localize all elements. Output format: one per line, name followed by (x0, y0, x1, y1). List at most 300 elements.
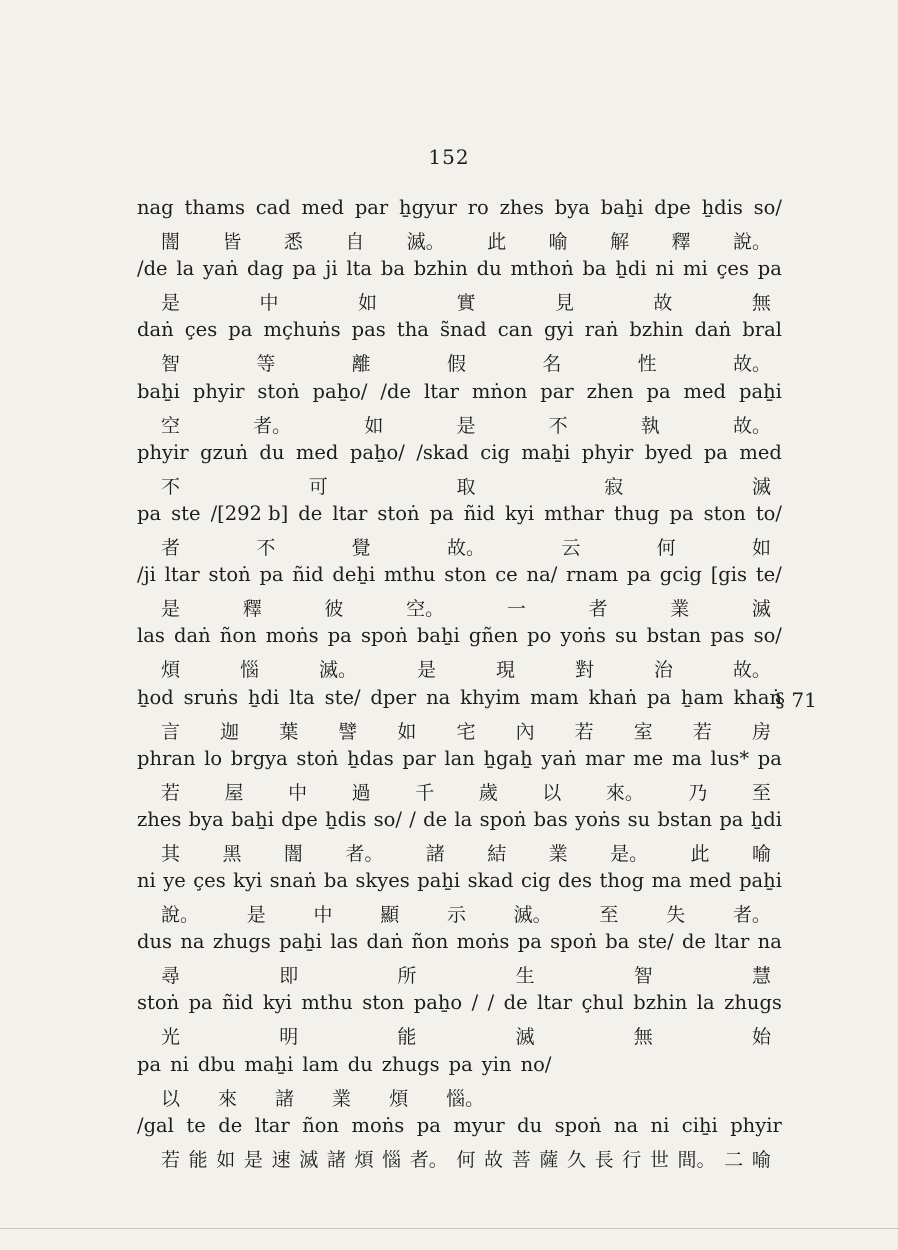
chinese-character: 乃 (688, 781, 708, 804)
chinese-character: 屋 (224, 781, 244, 804)
tibetan-word: stoṅ (257, 379, 300, 403)
tibetan-word: ẖdas (347, 746, 394, 770)
chinese-line (161, 961, 771, 991)
chinese-character: 故。 (732, 353, 771, 376)
chinese-character: 世 (649, 1148, 669, 1171)
chinese-character: 是 (416, 659, 436, 682)
tibetan-word: la (176, 257, 195, 281)
chinese-character: 喻 (751, 842, 771, 865)
tibetan-word: las (330, 930, 359, 954)
chinese-character: 諸 (326, 1148, 346, 1171)
tibetan-transliteration-line (137, 624, 782, 654)
tibetan-word: na (613, 1113, 639, 1137)
tibetan-word: /gal (137, 1113, 174, 1137)
chinese-character: 說。 (732, 231, 771, 253)
tibetan-word: khyim (460, 685, 521, 709)
tibetan-word: mam (530, 685, 579, 709)
tibetan-word: snaṅ (269, 869, 317, 893)
chinese-character: 能 (397, 1026, 417, 1049)
chinese-character: 室 (633, 720, 653, 743)
chinese-character: 若 (161, 781, 181, 804)
chinese-character: 業 (332, 1087, 352, 1110)
chinese-character: 薩 (539, 1148, 559, 1171)
tibetan-word: baẖi (231, 807, 274, 831)
chinese-character: 中 (288, 781, 308, 804)
tibetan-word: daṅ (137, 318, 174, 342)
tibetan-word: ste/ (637, 930, 674, 954)
tibetan-word: lus* (710, 746, 750, 770)
tibetan-word: pa (757, 746, 782, 770)
tibetan-word: ma (671, 746, 702, 770)
tibetan-word: kyi (262, 991, 292, 1015)
chinese-character: 滅 (751, 598, 771, 621)
tibetan-word: kyi (233, 869, 263, 893)
tibetan-word: des (558, 869, 593, 893)
tibetan-word: dbu (197, 1052, 236, 1076)
chinese-character: 對 (574, 659, 594, 682)
tibetan-word: pa (292, 257, 317, 281)
chinese-character: 說。 (161, 904, 200, 927)
tibetan-word: par (402, 746, 436, 770)
tibetan-transliteration-line (137, 747, 782, 777)
chinese-character: 智 (633, 965, 653, 988)
tibetan-word: dper (370, 685, 417, 709)
chinese-character: 黑 (222, 842, 242, 865)
tibetan-word: dpe (281, 807, 318, 831)
tibetan-word: myur (453, 1113, 505, 1137)
chinese-character: 實 (456, 292, 476, 315)
tibetan-word: ciẖi (681, 1113, 718, 1137)
tibetan-word: yaṅ (203, 257, 239, 281)
tibetan-word: par (354, 196, 389, 219)
chinese-character: 滅。 (513, 904, 552, 927)
tibetan-word: las (137, 624, 165, 648)
tibetan-word: paẖo/ (312, 379, 368, 403)
tibetan-transliteration-line (137, 869, 782, 899)
chinese-character: 即 (279, 965, 299, 988)
tibetan-word: lta (289, 685, 315, 709)
chinese-character: 喻 (548, 231, 568, 253)
page-number: 152 (428, 145, 470, 169)
line-pair (137, 380, 782, 441)
chinese-character: 煩 (389, 1087, 409, 1110)
tibetan-word: sruṅs (183, 685, 239, 709)
chinese-character: 光 (161, 1026, 181, 1049)
tibetan-word: thog (599, 869, 645, 893)
tibetan-word: to/ (755, 501, 782, 525)
tibetan-word: baẖi (137, 379, 180, 403)
tibetan-word: ni (650, 1113, 670, 1137)
chinese-character: 智 (161, 353, 181, 376)
tibetan-word: la (454, 807, 473, 831)
chinese-character: 煩 (161, 659, 181, 682)
chinese-line (161, 839, 771, 869)
tibetan-word: ẖgyur (399, 196, 457, 219)
tibetan-word: baẖi (600, 196, 644, 219)
chinese-character: 一 (506, 598, 526, 621)
tibetan-word: zhugs (724, 991, 782, 1015)
tibetan-word: bya (554, 196, 590, 219)
tibetan-word: pa (327, 624, 352, 648)
tibetan-word: de (298, 501, 323, 525)
chinese-character: 來。 (605, 781, 644, 804)
tibetan-word: mçhuṅs (263, 318, 341, 342)
chinese-character: 取 (456, 475, 476, 498)
tibetan-word: çes (716, 257, 749, 281)
chinese-character: 者。 (732, 904, 771, 927)
line-pair (137, 441, 782, 502)
chinese-line (161, 655, 771, 685)
tibetan-word: pa (137, 1052, 162, 1076)
tibetan-word: ẖam (680, 685, 724, 709)
tibetan-word: phyir (581, 440, 634, 464)
tibetan-word: ẖdis (701, 196, 743, 219)
line-pair (137, 502, 782, 563)
chinese-character: 長 (594, 1148, 614, 1171)
chinese-character: 若 (574, 720, 594, 743)
chinese-character: 此 (487, 231, 507, 253)
chinese-character: 言 (161, 720, 181, 743)
tibetan-word: ce (495, 563, 518, 587)
tibetan-word: lo (204, 746, 223, 770)
tibetan-word: pa (646, 685, 672, 709)
tibetan-word: /de (137, 257, 168, 281)
tibetan-word: zhugs (381, 1052, 440, 1076)
tibetan-word: med (739, 440, 782, 464)
tibetan-word: brgya (230, 746, 288, 770)
tibetan-word: la (696, 991, 715, 1015)
chinese-character: 者。 (253, 414, 292, 437)
tibetan-word: maẖi (521, 440, 571, 464)
tibetan-transliteration-line (137, 1053, 782, 1083)
tibetan-word: pa (517, 930, 542, 954)
chinese-character: 者 (588, 598, 608, 621)
chinese-character: 若 (692, 720, 712, 743)
tibetan-word: kyi (505, 501, 535, 525)
chinese-character: 譬 (338, 720, 358, 743)
tibetan-word: na/ (526, 563, 558, 587)
tibetan-word: pa (429, 501, 454, 525)
chinese-character: 始 (751, 1026, 771, 1049)
chinese-character: 惱。 (446, 1087, 485, 1110)
tibetan-word: me (633, 746, 664, 770)
chinese-character: 不 (161, 475, 181, 498)
tibetan-word: ston (444, 563, 487, 587)
tibetan-word: /ji (137, 563, 156, 587)
tibetan-word: lan (444, 746, 475, 770)
tibetan-word: deẖi (332, 563, 376, 587)
page-edge-line (0, 1228, 898, 1229)
section-marker: § 71 (775, 688, 817, 712)
chinese-character: 所 (397, 965, 417, 988)
chinese-character: 能 (188, 1148, 208, 1171)
line-pair (137, 991, 782, 1052)
tibetan-word: su (614, 624, 638, 648)
line-pair (137, 869, 782, 930)
chinese-character: 性 (637, 353, 657, 376)
tibetan-word: ltar (164, 563, 200, 587)
tibetan-word: spoṅ (360, 624, 408, 648)
tibetan-word: cad (255, 196, 291, 219)
chinese-character: 滅 (515, 1026, 535, 1049)
tibetan-word: ltar (254, 1113, 290, 1137)
tibetan-word: /[292 b] (210, 501, 289, 525)
tibetan-word: /skad (416, 440, 469, 464)
tibetan-word: pa (626, 563, 651, 587)
chinese-line (161, 1145, 771, 1175)
tibetan-word: ñid (222, 991, 254, 1015)
tibetan-word: ba (323, 869, 348, 893)
line-pair (137, 563, 782, 624)
chinese-character: 不 (548, 414, 568, 437)
tibetan-word: de (681, 930, 706, 954)
tibetan-transliteration-line (137, 502, 782, 532)
tibetan-word: bstan (646, 624, 702, 648)
tibetan-word: ba (582, 257, 607, 281)
chinese-character: 示 (446, 904, 466, 927)
chinese-character: 可 (308, 475, 328, 498)
chinese-character: 來 (218, 1087, 238, 1110)
chinese-character: 是 (246, 904, 266, 927)
chinese-character: 煩 (354, 1148, 374, 1171)
chinese-character: 不 (256, 536, 276, 559)
line-pair (137, 1053, 782, 1114)
tibetan-word: ltar (332, 501, 368, 525)
tibetan-word: ni (137, 869, 156, 893)
chinese-character: 是 (161, 292, 181, 315)
tibetan-word: ma (651, 869, 682, 893)
chinese-character: 其 (161, 842, 181, 865)
tibetan-word: zhugs (212, 930, 271, 954)
tibetan-transliteration-line (137, 991, 782, 1021)
tibetan-word: moṅs (351, 1113, 405, 1137)
tibetan-word: ẖdi (615, 257, 647, 281)
tibetan-transliteration-line (137, 930, 782, 960)
tibetan-word: / (409, 807, 416, 831)
tibetan-word: so/ (753, 624, 782, 648)
tibetan-word: spoṅ (479, 807, 527, 831)
tibetan-word: / (487, 991, 495, 1015)
tibetan-word: mar (585, 746, 625, 770)
tibetan-word: spoṅ (554, 1113, 602, 1137)
chinese-character: 離 (351, 353, 371, 376)
tibetan-word: phran (137, 746, 196, 770)
tibetan-word: yaṅ (541, 746, 577, 770)
tibetan-word: ro (467, 196, 489, 219)
chinese-character: 是 (243, 1148, 263, 1171)
chinese-character: 迦 (220, 720, 240, 743)
chinese-character: 故 (484, 1148, 504, 1171)
line-pair (137, 196, 782, 257)
chinese-character: 是 (161, 598, 181, 621)
tibetan-word: ẖgaẖ (483, 746, 533, 770)
tibetan-word: mthu (301, 991, 353, 1015)
tibetan-word: / (471, 991, 479, 1015)
tibetan-word: rnam (566, 563, 619, 587)
tibetan-word: moṅs (456, 930, 510, 954)
tibetan-word: med (683, 379, 727, 403)
tibetan-word: paẖi (279, 930, 322, 954)
chinese-line (161, 288, 771, 318)
chinese-character: 慧 (751, 965, 771, 988)
chinese-character: 見 (554, 292, 574, 315)
tibetan-transliteration-line (137, 441, 782, 471)
chinese-character: 如 (216, 1148, 236, 1171)
tibetan-word: yoṅs (575, 807, 621, 831)
tibetan-word: daṅ (694, 318, 732, 342)
tibetan-transliteration-line (137, 196, 782, 226)
tibetan-word: par (540, 379, 574, 403)
tibetan-word: dpe (654, 196, 691, 219)
tibetan-word: thams (184, 196, 245, 219)
chinese-character: 覺 (351, 536, 371, 559)
chinese-character: 速 (271, 1148, 291, 1171)
tibetan-word: ltar (423, 379, 459, 403)
chinese-character: 失 (666, 904, 686, 927)
line-pair (137, 930, 782, 991)
tibetan-word: ste/ (324, 685, 361, 709)
chinese-character: 如 (751, 536, 771, 559)
chinese-character: 中 (259, 292, 279, 315)
tibetan-word: de (423, 807, 448, 831)
chinese-line (161, 411, 771, 441)
chinese-character: 皆 (222, 231, 242, 253)
tibetan-word: phyir (730, 1113, 782, 1137)
tibetan-word: pas (710, 624, 745, 648)
tibetan-word: te (186, 1113, 206, 1137)
chinese-character: 內 (515, 720, 535, 743)
tibetan-word: bral (742, 318, 782, 342)
tibetan-word: pa (188, 991, 213, 1015)
tibetan-word: mthoṅ (510, 257, 574, 281)
tibetan-word: gcig (659, 563, 702, 587)
chinese-character: 闇 (283, 842, 303, 865)
tibetan-word: lam (302, 1052, 339, 1076)
chinese-character: 明 (279, 1026, 299, 1049)
tibetan-word: dag (247, 257, 284, 281)
tibetan-transliteration-line (137, 257, 782, 287)
tibetan-word: bzhin (629, 318, 684, 342)
tibetan-word: bas (533, 807, 568, 831)
chinese-character: 故。 (446, 536, 485, 559)
tibetan-word: pa (259, 563, 284, 587)
chinese-character: 現 (495, 659, 515, 682)
tibetan-word: mi (682, 257, 708, 281)
chinese-character: 中 (313, 904, 333, 927)
tibetan-word: pa (646, 379, 671, 403)
tibetan-word: gzuṅ (200, 440, 248, 464)
chinese-character: 惱 (239, 659, 259, 682)
tibetan-word: mthar (544, 501, 604, 525)
tibetan-word: ni (655, 257, 675, 281)
chinese-character: 者。 (409, 1148, 448, 1171)
tibetan-word: phyir (192, 379, 245, 403)
chinese-character: 惱 (382, 1148, 402, 1171)
tibetan-word: mṅon (471, 379, 528, 403)
tibetan-word: du (476, 257, 502, 281)
tibetan-word: so/ (373, 807, 402, 831)
chinese-line (161, 227, 771, 257)
chinese-character: 房 (751, 720, 771, 743)
chinese-character: 空。 (406, 598, 445, 621)
tibetan-word: du (259, 440, 285, 464)
tibetan-word: çes (184, 318, 218, 342)
tibetan-word: ba (605, 930, 630, 954)
chinese-character: 間。 (677, 1148, 716, 1171)
chinese-character: 顯 (380, 904, 400, 927)
tibetan-word: med (689, 869, 732, 893)
chinese-character: 名 (542, 353, 562, 376)
chinese-character: 自 (345, 231, 365, 253)
tibetan-word: pa (719, 807, 744, 831)
tibetan-word: na (180, 930, 205, 954)
chinese-character: 等 (256, 353, 276, 376)
line-pair (137, 257, 782, 318)
tibetan-word: bstan (657, 807, 713, 831)
chinese-character: 何 (456, 1148, 476, 1171)
tibetan-word: ste (171, 501, 201, 525)
tibetan-word: spoṅ (550, 930, 597, 954)
tibetan-word: ñid (292, 563, 324, 587)
tibetan-word: /de (380, 379, 412, 403)
chinese-character: 歲 (478, 781, 498, 804)
tibetan-word: med (301, 196, 345, 219)
tibetan-word: stoṅ (137, 991, 180, 1015)
tibetan-word: s̃nad (439, 318, 487, 342)
tibetan-word: ston (362, 991, 405, 1015)
chinese-character: 菩 (511, 1148, 531, 1171)
line-pair (137, 1114, 782, 1175)
chinese-character: 千 (415, 781, 435, 804)
tibetan-word: du (517, 1113, 543, 1137)
tibetan-word: ni (170, 1052, 189, 1076)
chinese-character: 宅 (456, 720, 476, 743)
tibetan-word: pa (703, 440, 728, 464)
chinese-character: 諸 (425, 842, 445, 865)
tibetan-word: ltar (714, 930, 750, 954)
tibetan-word: tha (396, 318, 429, 342)
tibetan-word: raṅ (584, 318, 619, 342)
tibetan-word: nag (137, 196, 174, 219)
tibetan-word: du (347, 1052, 373, 1076)
tibetan-transliteration-line (137, 686, 782, 716)
tibetan-word: maẖi (244, 1052, 294, 1076)
tibetan-word: daṅ (174, 624, 211, 648)
tibetan-transliteration-line (137, 380, 782, 410)
chinese-character: 治 (653, 659, 673, 682)
chinese-character: 故。 (732, 659, 771, 682)
tibetan-word: pa (416, 1113, 441, 1137)
tibetan-word: bya (188, 807, 224, 831)
chinese-character: 此 (690, 842, 710, 865)
chinese-character: 過 (351, 781, 371, 804)
chinese-character: 葉 (279, 720, 299, 743)
chinese-character: 云 (561, 536, 581, 559)
tibetan-transliteration-line (137, 563, 782, 593)
tibetan-word: mthu (384, 563, 436, 587)
tibetan-transliteration-line (137, 808, 782, 838)
tibetan-word: te/ (755, 563, 782, 587)
tibetan-word: gyi (543, 318, 574, 342)
tibetan-transliteration-line (137, 318, 782, 348)
chinese-character: 解 (610, 231, 630, 253)
tibetan-word: ẖdis (325, 807, 367, 831)
chinese-character: 以 (161, 1087, 181, 1110)
tibetan-word: paẖo/ (349, 440, 405, 464)
chinese-line (161, 1022, 771, 1052)
tibetan-word: skad (467, 869, 514, 893)
tibetan-word: na (426, 685, 451, 709)
